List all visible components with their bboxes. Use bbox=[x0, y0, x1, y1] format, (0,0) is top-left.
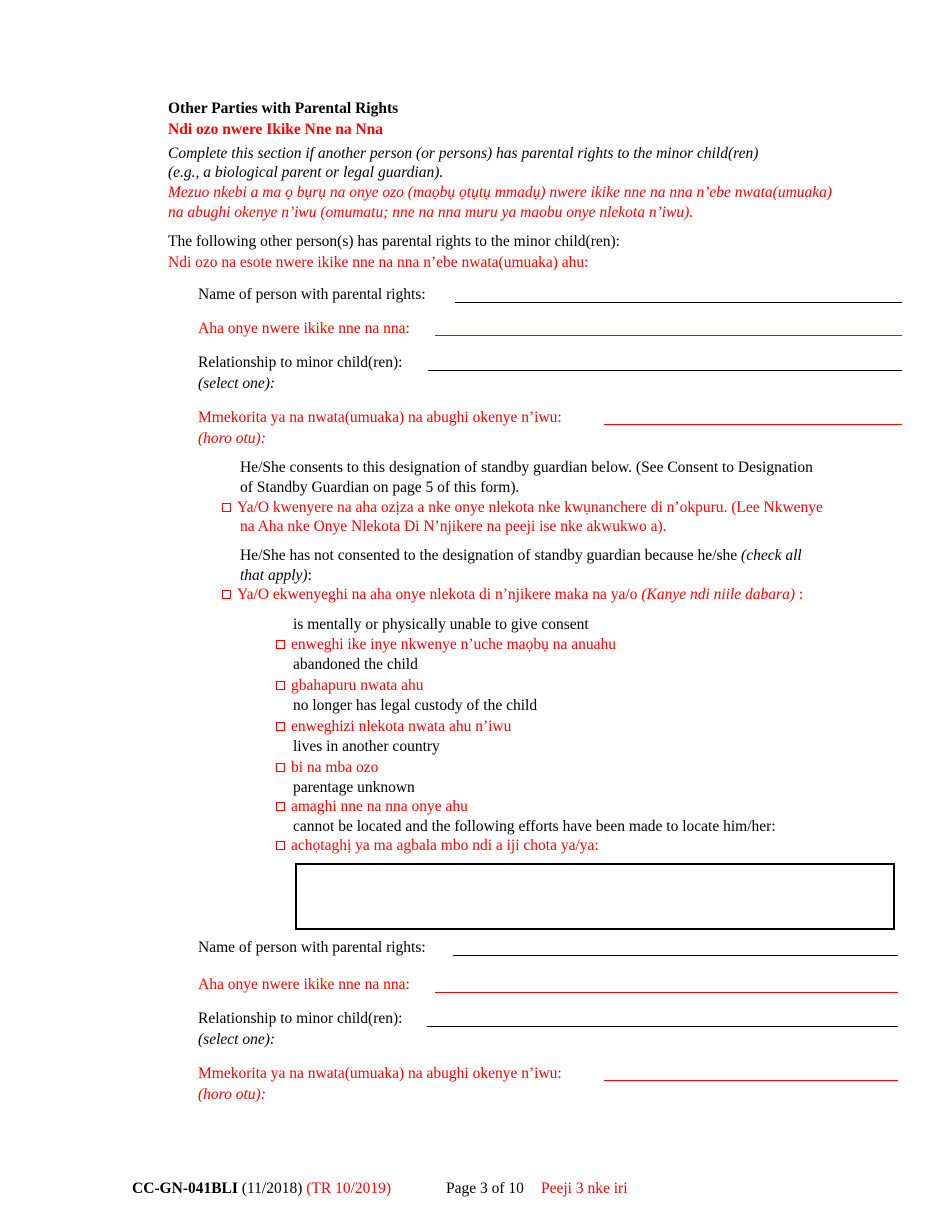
reason-text: cannot be located and the following efforts have been made to locate him/her: bbox=[293, 818, 776, 835]
reason-text: is mentally or physically unable to give consent bbox=[293, 616, 589, 633]
person2-relationship-underline bbox=[427, 1026, 898, 1027]
reason-checkbox[interactable] bbox=[276, 640, 285, 649]
instructions-line-1: Complete this section if another person (or persons) has parental rights to the minor child(ren) bbox=[168, 145, 759, 162]
reason-row-igbo[interactable]: gbahapuru nwata ahu bbox=[276, 676, 424, 696]
reason-text: lives in another country bbox=[293, 738, 440, 755]
person1-name-field[interactable] bbox=[455, 284, 903, 302]
instructions-igbo-line-1: Mezuo nkebi a ma ọ bụrụ na onye ozo (maọbụ ọtụtụ mmadụ) nwere ikike nne na nna n’ebe nwata(umuaka) bbox=[168, 184, 833, 201]
reason-checkbox[interactable] bbox=[276, 722, 285, 731]
consent-option-text-igbo-2: na Aha nke Onye Nlekota Di N’njikere na peeji ise nke akwukwo a). bbox=[240, 518, 667, 535]
efforts-text-box[interactable] bbox=[295, 863, 895, 930]
footer-form-id: CC-GN-041BLI (11/2018) (TR 10/2019) bbox=[132, 1180, 392, 1197]
reason-text: parentage unknown bbox=[293, 779, 415, 796]
person1-name-underline bbox=[455, 302, 902, 303]
consent-option-text-igbo-1: Ya/O kwenyere na aha ozịza a nke onye nlekota nke kwụnanchere di n’okpuru. (Lee Nkwenye bbox=[237, 499, 823, 516]
efforts-textarea[interactable] bbox=[297, 865, 893, 928]
reason-row-igbo[interactable]: enweghizi nlekota nwata ahu n’iwu bbox=[276, 717, 511, 737]
section-title-igbo: Ndi ozo nwere Ikike Nne na Nna bbox=[168, 121, 384, 138]
not-consented-checkbox[interactable] bbox=[222, 590, 231, 599]
reason-checkbox[interactable] bbox=[276, 681, 285, 690]
person1-select-note: (select one): bbox=[198, 375, 276, 392]
person2-relationship-underline-igbo bbox=[604, 1080, 898, 1081]
footer-page-number: Page 3 of 10 bbox=[446, 1180, 524, 1197]
person1-select-note-igbo: (horo otu): bbox=[198, 430, 266, 447]
not-consented-text-2: that apply): bbox=[240, 567, 312, 584]
person1-relationship-field[interactable] bbox=[428, 352, 903, 370]
person1-relationship-label-igbo: Mmekorita ya na nwata(umuaka) na abughi okenye n’iwu: bbox=[198, 409, 562, 426]
instructions-line-2: (e.g., a biological parent or legal guardian). bbox=[168, 164, 444, 181]
consent-option-row-igbo[interactable] bbox=[222, 498, 823, 518]
person2-name-field[interactable] bbox=[453, 937, 899, 955]
not-consented-text-1: He/She has not consented to the designation of standby guardian because he/she (check all bbox=[240, 547, 802, 564]
consent-option-text-2: of Standby Guardian on page 5 of this form). bbox=[240, 479, 520, 496]
person2-select-note-igbo: (horo otu): bbox=[198, 1086, 266, 1103]
person1-relationship-label: Relationship to minor child(ren): bbox=[198, 354, 403, 371]
reason-checkbox[interactable] bbox=[276, 763, 285, 772]
reason-row-igbo[interactable]: amaghi nne na nna onye ahu bbox=[276, 797, 468, 817]
reason-checkbox[interactable] bbox=[276, 841, 285, 850]
person2-name-label-igbo: Aha onye nwere ikike nne na nna: bbox=[198, 976, 410, 993]
person1-relationship-underline bbox=[428, 370, 902, 371]
footer-page-number-igbo: Peeji 3 nke iri bbox=[541, 1180, 628, 1197]
person1-name-label-igbo: Aha onye nwere ikike nne na nna: bbox=[198, 320, 410, 337]
reason-row-igbo[interactable]: achọtaghị ya ma agbala mbo ndi a iji chota ya/ya: bbox=[276, 836, 599, 856]
reason-row-igbo[interactable]: bi na mba ozo bbox=[276, 758, 378, 778]
reason-text: abandoned the child bbox=[293, 656, 418, 673]
consent-checkbox[interactable] bbox=[222, 503, 231, 512]
not-consented-row-igbo[interactable]: Ya/O ekwenyeghi na aha onye nlekota di n’njikere maka na ya/o (Kanye ndi niile dabara) : bbox=[222, 585, 803, 605]
person2-name-underline bbox=[453, 955, 898, 956]
person2-name-underline-igbo bbox=[435, 992, 898, 993]
person1-name-underline-igbo bbox=[435, 335, 902, 336]
person1-name-label: Name of person with parental rights: bbox=[198, 286, 426, 303]
section-title: Other Parties with Parental Rights bbox=[168, 100, 399, 117]
reason-text: no longer has legal custody of the child bbox=[293, 697, 538, 714]
person2-relationship-label-igbo: Mmekorita ya na nwata(umuaka) na abughi okenye n’iwu: bbox=[198, 1065, 562, 1082]
person2-select-note: (select one): bbox=[198, 1031, 276, 1048]
lead-statement: The following other person(s) has parental rights to the minor child(ren): bbox=[168, 233, 620, 250]
person2-relationship-field[interactable] bbox=[427, 1008, 899, 1026]
consent-option-text-1: He/She consents to this designation of standby guardian below. (See Consent to Designation bbox=[240, 459, 813, 476]
instructions-igbo-line-2: na abughi okenye n’iwu (omumatu; nne na nna muru ya maobu onye nlekota n’iwu). bbox=[168, 204, 694, 221]
reason-checkbox[interactable] bbox=[276, 802, 285, 811]
lead-statement-igbo: Ndi ozo na esote nwere ikike nne na nna n’ebe nwata(umuaka) ahu: bbox=[168, 254, 589, 271]
reason-row-igbo[interactable]: enweghi ike inye nkwenye n’uche maọbụ na anuahu bbox=[276, 635, 616, 655]
person2-relationship-label: Relationship to minor child(ren): bbox=[198, 1010, 403, 1027]
person2-name-label: Name of person with parental rights: bbox=[198, 939, 426, 956]
person1-relationship-underline-igbo bbox=[604, 424, 902, 425]
